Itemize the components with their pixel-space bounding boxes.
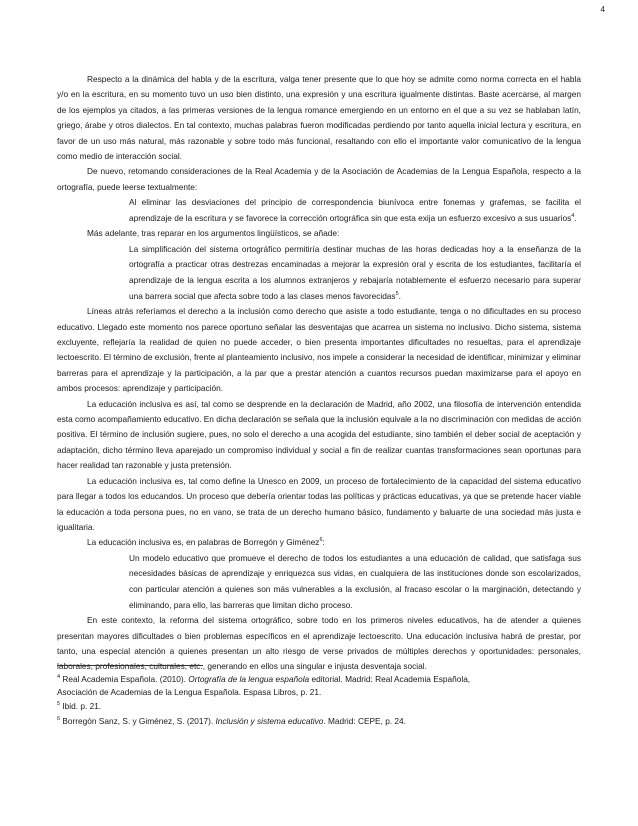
paragraph-2: De nuevo, retomando consideraciones de la Real Academia y de la Asociación de Academias de la Lengua Española, respecto a la ortografía, puede leerse textualmente:	[57, 166, 581, 192]
footnote-6-title: Inclusión y sistema educativo	[215, 715, 324, 726]
block-quote-1: Al eliminar las desviaciones del principio de correspondencia biunívoca entre fonemas y grafemas, se facilita el aprendizaje de la escritura y se favorece la corrección ortográfica sin que esta exija un esfuerzo excesivo a sus usuarios$^4$.	[129, 197, 581, 223]
paragraph-4: Líneas atrás referíamos el derecho a la inclusión como derecho que asiste a todo estudiante, tenga o no dificultades en su proceso educativo. Llegado este momento nos parece oportuno señalar las desventajas que acarrea un sistema no inclusivo. Dicho sistema, sistema excluyente, reflejaría la realidad de quien no puede acceder, o bien presenta importantes dificultades no resueltas, para el aprendizaje lectoescrito. El término de exclusión, frente al planteamiento inclusivo, nos impele a considerar la necesidad de identificar, minimizar y eliminar barreras para el aprendizaje y la participación, a la par que a prestar atención a cuantos recursos puedan maximizarse para el apoyo en ambos procesos: aprendizaje y participación.	[57, 306, 581, 394]
paragraph-7	[57, 535, 581, 550]
footnote-divider	[57, 665, 203, 666]
footnote-4-pre: Real Academia Española. (2010).	[62, 674, 189, 684]
block-quote-2: La simplificación del sistema ortográfico permitiría destinar muchas de las horas dedicadas hoy a la enseñanza de la ortografía a practicar otras destrezas encaminadas a mejorar la expresión oral y escrita de los estudiantes, facilitaría el aprendizaje de la lengua escrita a los alumnos extranjeros y rebajaría notablemente el esfuerzo necesario para superar una barrera social que afecta sobre todo a las clases menos favorecidas$^5$.	[129, 243, 581, 301]
footnote-4	[57, 673, 581, 686]
paragraph-7-text: La educación inclusiva es, en palabras de Borregón y Giménez	[87, 537, 320, 548]
footnote-ref-5: 5	[395, 290, 399, 297]
footnote-6-pre: Borregón Sanz, S. y Giménez, S. (2017).	[62, 715, 216, 726]
paragraph-8: En este contexto, la reforma del sistema ortográfico, sobre todo en los primeros niveles educativos, ha de atender a quienes presentan mayores dificultades o bien problemas específicos en el aprendizaje lectoescrito. Una educación inclusiva habrá de prestar, por tanto, una especial atención a quienes presentan un alto riesgo de verse privados de múltiples derechos y oportunidades: personales, laborales, profesionales, culturales, etc., generando en ellos una singular e injusta desventaja social.	[57, 615, 581, 672]
block-quote-1-text: Al eliminar las desviaciones del principio de correspondencia biunívoca entre fonemas y grafemas, se facilita el aprendizaje de la escritura y se favorece la corrección ortográfica sin que esta exija un esfuerzo excesivo a sus usuarios	[129, 197, 581, 223]
footnote-4-line-2: Asociación de Academias de la Lengua Española. Espasa Libros, p. 21.	[57, 686, 322, 697]
page-number: 4	[600, 5, 605, 14]
block-quote-3: Un modelo educativo que promueve el derecho de todos los estudiantes a una educación de calidad, que satisfaga sus necesidades básicas de aprendizaje y enriquezca sus vidas, en cualquiera de las instituciones donde son escolarizados, con particular atención a quienes son más vulnerables a la exclusión, al fracaso escolar o la marginación, detectando y eliminando, para ello, las barreras que limitan dicho proceso.	[129, 552, 581, 610]
paragraph-6: La educación inclusiva es, tal como define la Unesco en 2009, un proceso de fortalecimiento de la capacidad del sistema educativo para llegar a todos los educandos. Un proceso que debería orientar todas las políticas y prácticas educativas, ya que se pretende hacer viable la educación a toda persona pues, no en vano, se trata de un derecho humano básico, fundamento y baluarte de una sociedad más justa e igualitaria.	[57, 475, 581, 532]
footnote-5-number: 5	[57, 701, 61, 708]
footnote-6-number: 6	[57, 716, 61, 723]
block-quote-2-text: La simplificación del sistema ortográfico permitiría destinar muchas de las horas dedicadas hoy a la enseñanza de la ortografía a practicar otras destrezas encaminadas a mejorar la expresión oral y escrita de los estudiantes, facilitaría el aprendizaje de la lengua escrita a los alumnos extranjeros y rebajaría notablemente el esfuerzo necesario para superar una barrera social que afecta sobre todo a las clases menos favorecidas	[129, 243, 581, 301]
footnotes	[57, 673, 581, 727]
paragraph-5: La educación inclusiva es así, tal como se desprende en la declaración de Madrid, año 2002, una filosofía de intervención entendida esta como acompañamiento educativo. En dicha declaración se señala que la inclusión equivale a la no discriminación con medidas de acción positiva. El término de inclusión sugiere, pues, no solo el derecho a una acogida del estudiante, sino también el deber social de aceptación y adaptación, dicho término lleva aparejado un compromiso individual y social a fin de realizar cuantas transformaciones sean oportunas para hacer realidad tan razonable y justa pretensión.	[57, 398, 581, 471]
document-body	[57, 72, 581, 675]
paragraph-7-end: :	[322, 537, 325, 548]
footnote-6-post: . Madrid: CEPE, p. 24.	[323, 715, 406, 726]
footnote-5-text: Ibid. p. 21.	[62, 701, 102, 712]
footnote-ref-6: 6	[319, 537, 323, 544]
footnote-6	[57, 715, 581, 728]
footnote-ref-4: 4	[571, 213, 575, 220]
paragraph-3: Más adelante, tras reparar en los argumentos lingüísticos, se añade:	[87, 228, 340, 239]
footnote-4-post: editorial. Madrid: Real Academia Española,	[309, 674, 471, 684]
paragraph-1: Respecto a la dinámica del habla y de la escritura, valga tener presente que lo que hoy se admite como norma correcta en el habla y/o en la escritura, en su momento tuvo un uso bien distinto, una expresión y una escritura igualmente distintas. Baste acercarse, al margen de los ejemplos ya citados, a las primeras versiones de la lengua romance emergiendo en un entorno en el que a su vez se hablaban latín, griego, árabe y otros dialectos. En tal contexto, muchas palabras fueron modificadas perdiendo por tanto aquella inicial lectura y escritura, en favor de un uso más natural, más razonable y sobre todo más funcional, resaltando con ello el importante valor comunicativo de la lengua como medio de interacción social.	[57, 74, 581, 162]
footnote-4-title: Ortografía de la lengua española	[188, 674, 310, 684]
footnote-5	[57, 700, 581, 713]
footnote-4-number: 4	[57, 674, 61, 681]
